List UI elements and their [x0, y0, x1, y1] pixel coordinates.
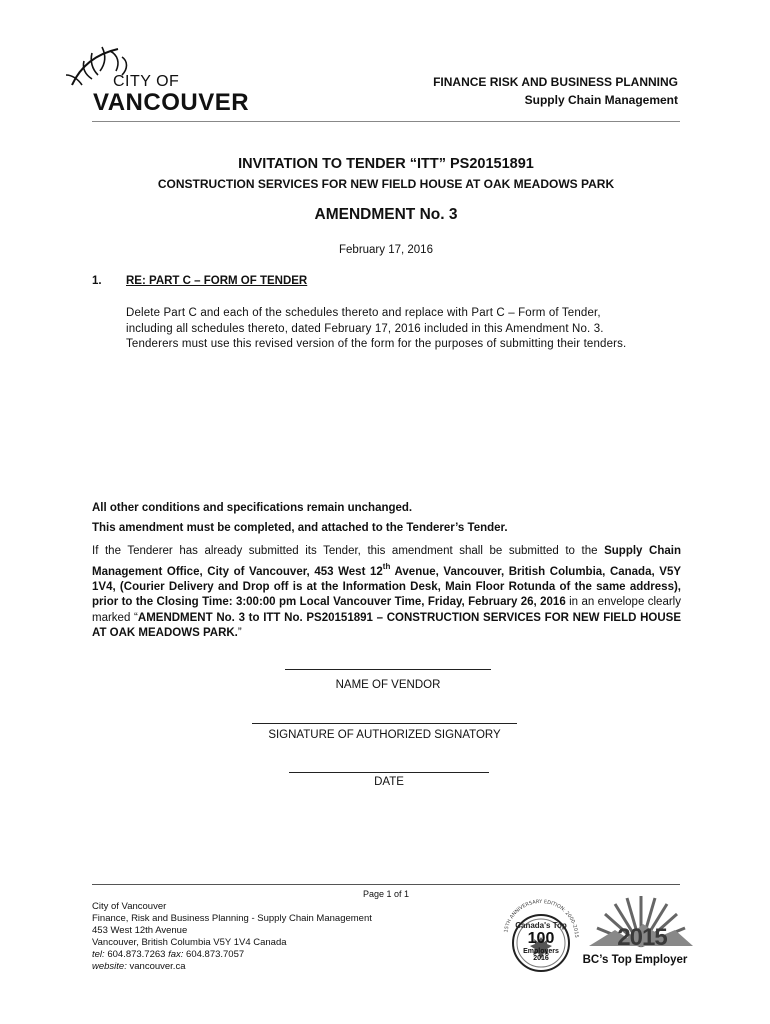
signature-label: SIGNATURE OF AUTHORIZED SIGNATORY — [268, 729, 501, 741]
ordinal-suffix: th — [382, 562, 391, 572]
footer-line: Finance, Risk and Business Planning - Supply Chain Management — [92, 913, 372, 924]
footer-divider — [92, 884, 680, 885]
envelope-instruction: in an envelope clearly marked “ — [92, 596, 681, 624]
submission-deadline: Avenue, Vancouver, British Columbia, Canada, V5Y 1V4, (Courier Delivery and Drop off is at the Information Desk, Main Floor Rotunda of the same address), prior to the Closing Time: 3:00:00 pm Local Vancouver Time, Friday, February 26, 2016 — [92, 565, 682, 609]
signature-line[interactable] — [252, 723, 517, 724]
envelope-marking: AMENDMENT No. 3 to ITT No. PS20151891 – CONSTRUCTION SERVICES FOR NEW FIELD HOUSE AT OAK MEADOWS PARK. — [92, 611, 682, 640]
logo-city-text: CITY OF — [113, 73, 180, 90]
bc-top-employer-logo — [575, 890, 695, 975]
section-body-line: including all schedules thereto, dated February 17, 2016 included in this Amendment No. 3. — [126, 322, 604, 335]
logo-vancouver-text: VANCOUVER — [93, 89, 250, 116]
vendor-name-label: NAME OF VENDOR — [335, 679, 441, 691]
footer-contact — [92, 949, 372, 961]
division-name: Supply Chain Management — [524, 93, 678, 107]
fax-label: fax: — [168, 949, 184, 960]
date-line[interactable] — [289, 772, 489, 773]
web-label: website: — [92, 961, 127, 972]
section-body-line: Delete Part C and each of the schedules thereto and replace with Part C – Form of Tender, — [126, 307, 601, 319]
city-of-vancouver-logo — [62, 45, 252, 117]
attach-note: This amendment must be completed, and attached to the Tenderer’s Tender. — [92, 522, 508, 534]
department-name: FINANCE RISK AND BUSINESS PLANNING — [433, 75, 678, 89]
conditions-note: All other conditions and specifications remain unchanged. — [92, 502, 413, 514]
footer-line: 453 West 12th Avenue — [92, 925, 188, 936]
badge-employers: Employers — [523, 948, 559, 955]
date-label: DATE — [374, 776, 404, 788]
tel-number: 604.873.7263 — [107, 949, 166, 960]
bc-year: 2015 — [617, 924, 667, 951]
page-number: Page 1 of 1 — [362, 889, 410, 899]
footer-address — [92, 901, 372, 973]
section-body-line: Tenderers must use this revised version of the form for the purposes of submitting their tenders. — [126, 338, 627, 350]
section-number: 1. — [92, 275, 102, 287]
submission-address: Supply Chain Management Office, City of Vancouver, 453 West 12 — [92, 545, 681, 578]
bc-label: BC’s Top Employer — [582, 954, 688, 966]
amendment-number: AMENDMENT No. 3 — [314, 206, 458, 223]
footer-web — [92, 961, 372, 973]
footer-line: City of Vancouver — [92, 901, 167, 912]
vendor-name-line[interactable] — [285, 669, 491, 670]
itt-title: INVITATION TO TENDER “ITT” PS20151891 — [238, 156, 534, 172]
fax-number: 604.873.7057 — [186, 949, 245, 960]
badge-ring-text: 15TH ANNIVERSARY EDITION: 2000-2015 — [503, 898, 580, 938]
badge-number: 100 — [527, 930, 555, 947]
submission-intro: If the Tenderer has already submitted its Tender, this amendment shall be submitted to the — [92, 545, 605, 557]
document-date: February 17, 2016 — [339, 244, 433, 256]
section-heading: RE: PART C – FORM OF TENDER — [126, 275, 308, 287]
footer-line: Vancouver, British Columbia V5Y 1V4 Canada — [92, 937, 287, 948]
badge-bottom-text — [511, 948, 571, 962]
badge-year: 2016 — [533, 955, 549, 962]
tel-label: tel: — [92, 949, 105, 960]
itt-subtitle: CONSTRUCTION SERVICES FOR NEW FIELD HOUSE AT OAK MEADOWS PARK — [157, 177, 615, 191]
department-block — [433, 73, 678, 109]
web-url[interactable]: vancouver.ca — [129, 961, 186, 972]
header-divider — [92, 121, 680, 122]
canada-top-100-badge — [497, 893, 585, 975]
closing-quote: ” — [237, 627, 242, 640]
section-body — [126, 306, 682, 353]
badge-top-text: Canada's Top — [515, 921, 567, 930]
submission-paragraph — [92, 544, 681, 642]
